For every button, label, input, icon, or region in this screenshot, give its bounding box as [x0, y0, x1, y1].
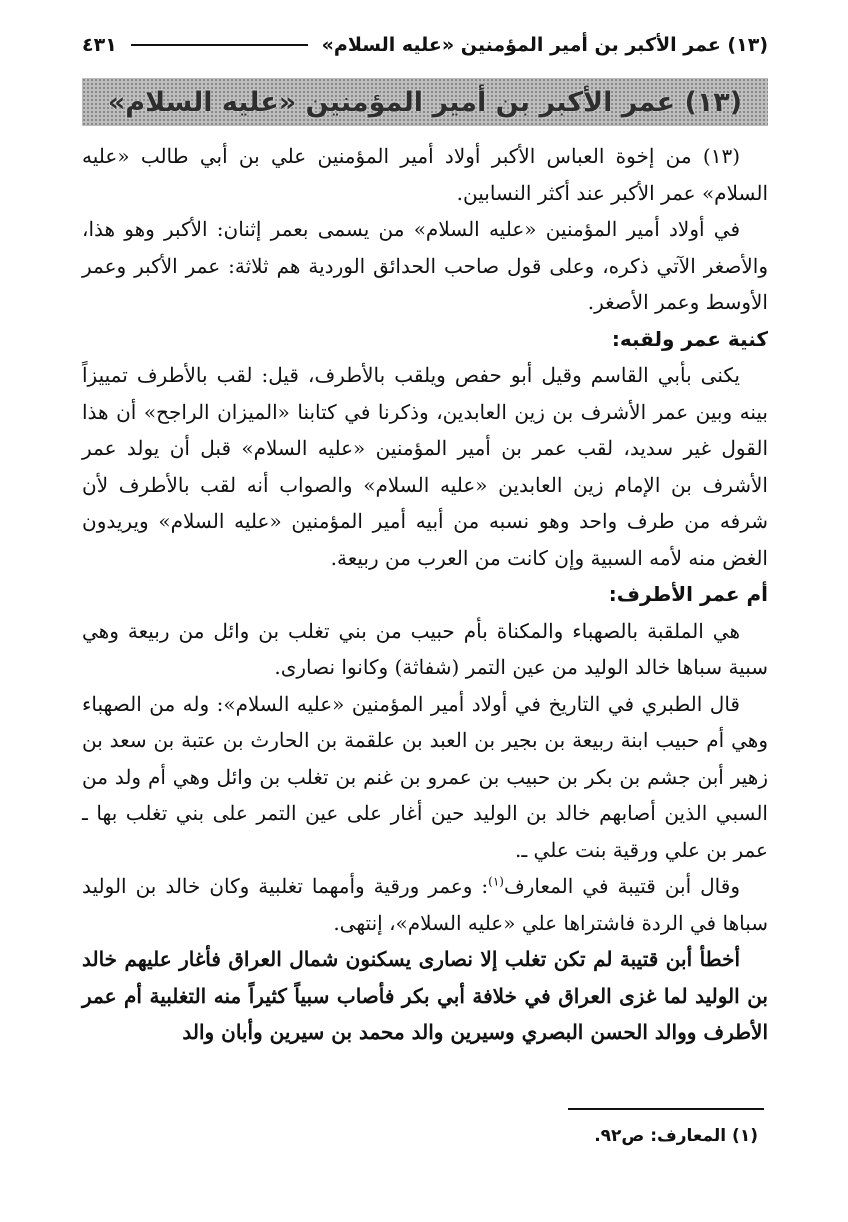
footnote-ref: (١) [488, 874, 504, 889]
paragraph-3: يكنى بأبي القاسم وقيل أبو حفص ويلقب بالأطرف، قيل: لقب بالأطرف تمييزاً بينه وبين عمر الأشرف بن زين العابدين، وذكرنا في كتابنا «الميزان الراجح» أن هذا القول غير سديد، لقب عمر بن أمير المؤمنين «عليه السلام» قبل أن يولد عمر الأشرف بن الإمام زين العابدين «عليه السلام» والصواب أنه لقب بالأطرف لأن شرفه من طرف واحد وهو نسبه من أبيه أمير المؤمنين «عليه السلام» ويريدون الغض منه لأمه السبية وإن كانت من العرب من ربيعة. [82, 363, 768, 570]
footnote: (١) المعارف: ص٩٢. [594, 1126, 758, 1146]
paragraph-2: في أولاد أمير المؤمنين «عليه السلام» من يسمى بعمر إثنان: الأكبر وهو هذا، والأصغر الآتي ذكره، وعلى قول صاحب الحدائق الوردية هم ثلاثة: عمر الأكبر وعمر الأوسط وعمر الأصغر. [82, 217, 768, 314]
header-rule [131, 44, 308, 46]
paragraph-7: أخطأ أبن قتيبة لم تكن تغلب إلا نصارى يسكنون شمال العراق فأغار عليهم خالد بن الوليد لما غزى العراق في خلافة أبي بكر فأصاب سبياً كثيراً منه التغلبية أم عمر الأطرف ووالد الحسن البصري وسيرين والد محمد بن سيرين وأبان والد [82, 947, 768, 1044]
page-number: ٤٣١ [82, 34, 117, 56]
paragraph-6-end: : وعمر ورقية وأمهما تغلبية وكان خالد بن الوليد سباها في الردة فاشتراها علي «عليه السلام»، إنتهى. [82, 874, 768, 935]
running-header-title: (١٣) عمر الأكبر بن أمير المؤمنين «عليه السلام» [321, 34, 768, 56]
running-header [82, 30, 768, 60]
paragraph-1: (١٣) من إخوة العباس الأكبر أولاد أمير المؤمنين علي بن أبي طالب «عليه السلام» عمر الأكبر عند أكثر النسابين. [82, 144, 768, 205]
chapter-banner [82, 78, 768, 126]
section-heading-mother: أم عمر الأطرف: [608, 582, 768, 606]
footnote-rule [568, 1108, 764, 1110]
paragraph-6 [82, 868, 768, 941]
paragraph-4: هي الملقبة بالصهباء والمكناة بأم حبيب من بني تغلب بن وائل من ربيعة وهي سبية سباها خالد الوليد من عين التمر (شفاثة) وكانوا نصارى. [82, 618, 768, 679]
section-heading-kunya: كنية عمر ولقبه: [611, 326, 768, 351]
paragraph-5: قال الطبري في التاريخ في أولاد أمير المؤمنين «عليه السلام»: وله من الصهباء وهي أم حبيب ابنة ربيعة بن بجير بن العبد بن علقمة بن الحارث بن عتبة بن سعد بن زهير أبن جشم بن بكر بن حبيب بن عمرو بن غنم بن تغلب بن وائل وهي أم ولد من السبي الذين أصابهم خالد بن الوليد حين أغار على عين التمر على بني تغلب بها ـ عمر بن علي ورقية بنت علي ـ. [82, 691, 768, 862]
page-body [82, 138, 768, 1051]
paragraph-6-start: وقال أبن قتيبة في المعارف [503, 874, 740, 898]
chapter-title: (١٣) عمر الأكبر بن أمير المؤمنين «عليه السلام» [107, 86, 743, 118]
